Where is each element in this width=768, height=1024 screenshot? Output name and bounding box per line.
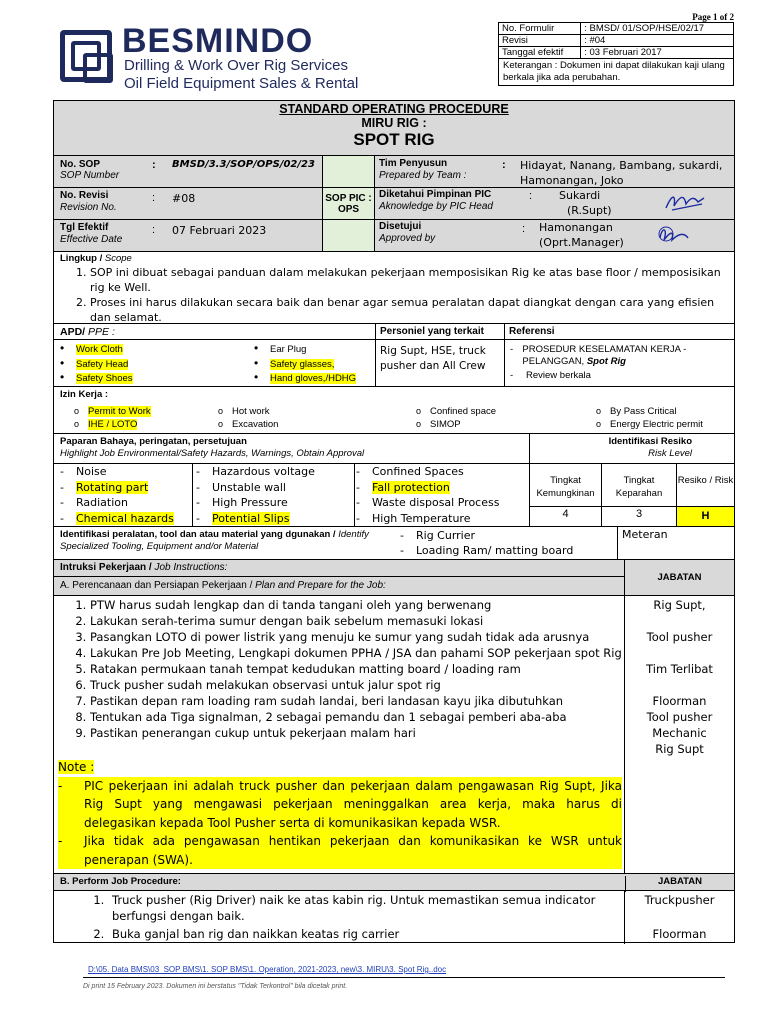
section-b-label: B. Perform Job Procedure: <box>60 876 181 887</box>
company-logo-icon <box>60 30 112 82</box>
hazard-item: High Temperature <box>372 511 471 525</box>
hazard-item: Radiation <box>76 496 128 509</box>
sop-pic: SOP PIC : OPS <box>323 156 374 251</box>
diketahui-label: Diketahui Pimpinan PIC <box>379 189 492 200</box>
hazard-item: Fall protection <box>372 480 450 494</box>
permit-col <box>74 405 151 431</box>
title-line-2: MIRU RIG : <box>361 116 427 130</box>
tgl-en: Effective Date <box>60 234 123 245</box>
step-item: 2. Buka ganjal ban rig dan naikkan keatas rig carrier <box>108 926 624 942</box>
section-a-roles <box>625 597 734 757</box>
revisi-label: No. Revisi <box>60 190 109 201</box>
disetujui-role: (Oprt.Manager) <box>539 236 624 249</box>
ppe-item: Ear Plug <box>270 344 307 355</box>
role: Rig Supt, <box>653 598 706 612</box>
risk-header: Resiko / Risk <box>677 475 734 486</box>
risk-likelihood: 4 <box>562 508 569 520</box>
footer-divider <box>83 977 725 978</box>
role: Truckpusher <box>644 893 715 907</box>
risk-label: Identifikasi Resiko <box>608 436 692 447</box>
ppe-col-1 <box>60 342 133 386</box>
colon: : <box>152 192 156 204</box>
ppe-item: Hand gloves,/HDHG <box>270 373 357 384</box>
permit-item: SIMOP <box>430 419 461 430</box>
step-item: 6. Truck pusher sudah melakukan observasi untuk jalur spot rig <box>90 677 624 693</box>
permit-col <box>596 405 703 431</box>
permit-block <box>54 387 734 434</box>
note-item: PIC pekerjaan ini adalah truck pusher dan pekerjaan dalam pengawasan Rig Supt, Jika Rig Supt yang mengawasi pekerjaan meninggalkan area kerja, maka harus di delegasikan kepada Tool Pusher serta di komunikasikan kepada WSR. <box>84 777 622 833</box>
diketahui-role: (R.Supt) <box>567 204 612 217</box>
jabatan-header: JABATAN <box>625 560 734 596</box>
section-a-header <box>54 577 624 596</box>
revisi-value: #08 <box>172 192 196 205</box>
brand-name: BESMINDO <box>122 22 314 60</box>
title-line-1: STANDARD OPERATING PROCEDURE <box>279 102 509 116</box>
referensi-item: Review berkala <box>526 370 591 381</box>
note-block: Note : - PIC pekerjaan ini adalah truck pusher dan pekerjaan dalam pengawasan Rig Supt, Jika Rig Supt yang mengawasi pekerjaan meninggalkan area kerja, maka harus di delegasikan kepada Tool Pusher serta di komunikasikan kepada WSR. - Jika tidak ada pengawasan hentikan pekerjaan dan komunikasikan ke WSR untuk penerapan (SWA). <box>58 758 622 869</box>
scope-item: 1. SOP ini dibuat sebagai panduan dalam melakukan pekerjaan memposisikan Rig ke atas base floor / memposisikan rig ke Well. <box>90 265 730 295</box>
disetujui-label: Disetujui <box>379 221 422 232</box>
ppe-label-en: PPE : <box>88 326 115 338</box>
print-note: Di print 15 February 2023. Dokumen ini berstatus "Tidak Terkontrol" bila dicetak print. <box>83 983 348 990</box>
tools-label <box>60 529 400 553</box>
section-b-roles <box>625 892 734 942</box>
role: Floorman <box>652 927 707 941</box>
tools-label-en: Identify Specialized Tooling, Equipment and/or Material <box>60 529 369 552</box>
revisi-en: Revision No. <box>60 202 117 213</box>
section-a-label-en: Plan and Prepare for the Job: <box>255 580 386 591</box>
note-label: Note : <box>58 760 95 774</box>
hazard-item: Hazardous voltage <box>212 465 315 478</box>
title-line-3: SPOT RIG <box>353 130 435 149</box>
sop-form <box>53 100 735 943</box>
section-a-label: A. Perencanaan dan Persiapan Pekerjaan / <box>60 580 256 591</box>
permit-col <box>218 405 278 431</box>
diketahui-name: Sukardi <box>559 189 601 202</box>
personil-text: Rig Supt, HSE, truck pusher dan All Crew <box>380 345 486 372</box>
tgl-label: Tgl Efektif <box>60 222 109 233</box>
hazard-label-en: Highlight Job Environmental/Safety Hazards, Warnings, Obtain Approval <box>60 448 365 459</box>
permit-item: By Pass Critical <box>610 406 677 417</box>
step-item: 5. Ratakan permukaan tanah tempat kedudukan matting board / loading ram <box>90 661 624 677</box>
form-value: : BMSD/ 01/SOP/HSE/02/17 <box>581 23 734 35</box>
tgl-value: 07 Februari 2023 <box>172 224 267 237</box>
hazard-item: Chemical hazards <box>76 511 174 525</box>
step-item: 3. Pasangkan LOTO di power listrik yang menuju ke sumur yang sudah tidak ada arusnya <box>90 629 624 645</box>
hazard-col-2 <box>196 464 346 526</box>
risk-header: Tingkat Kemungkinan <box>536 475 595 499</box>
hazard-col-3 <box>356 464 499 526</box>
hazard-item: Potential Slips <box>212 511 290 525</box>
disetujui-name: Hamonangan <box>539 221 613 234</box>
permit-item: Excavation <box>232 419 279 430</box>
tool-item: Rig Currier <box>416 529 476 542</box>
hazard-block <box>54 434 734 527</box>
step-item: 9. Pastikan penerangan cukup untuk pekerjaan malam hari <box>90 725 624 741</box>
permit-item: IHE / LOTO <box>88 419 138 430</box>
instr-label: Intruksi Pekerjaan / <box>60 562 155 573</box>
permit-label: Izin Kerja : <box>60 389 109 400</box>
hazard-label: Paparan Bahaya, peringatan, persetujuan <box>60 436 247 447</box>
hazard-col-1 <box>60 464 174 526</box>
ppe-label <box>60 326 115 338</box>
no-sop-en: SOP Number <box>60 170 120 181</box>
hazard-item: Noise <box>76 465 107 478</box>
role: Floorman <box>652 694 707 708</box>
scope-item: 2. Proses ini harus dilakukan secara baik dan benar agar semua peralatan dapat diangkat dengan cara yang efisien dan selamat. <box>90 295 730 325</box>
tool-item: Loading Ram/ matting board <box>416 544 574 557</box>
ppe-item: Work Cloth <box>76 344 123 355</box>
permit-item: Confined space <box>430 406 497 417</box>
jabatan-header-b: JABATAN <box>625 876 734 892</box>
team-value: Hidayat, Nanang, Bambang, sukardi, Hamonangan, Joko <box>520 159 723 187</box>
role: Tool pusher <box>646 630 713 644</box>
hazard-item: Unstable wall <box>212 480 286 494</box>
team-label: Tim Penyusun <box>379 158 448 169</box>
no-sop-value: BMSD/3.3/SOP/OPS/02/23 <box>172 159 315 170</box>
no-sop-label: No. SOP <box>60 159 101 170</box>
colon: : <box>152 224 156 236</box>
section-a-list <box>54 597 624 741</box>
referensi-item: PROSEDUR KESELAMATAN KERJA - PELANGGAN, <box>522 344 687 367</box>
permit-item: Permit to Work <box>88 406 151 417</box>
colon: : <box>152 159 156 171</box>
form-value: : #04 <box>581 35 734 47</box>
note-item: Jika tidak ada pengawasan hentikan pekerjaan dan komunikasikan ke WSR untuk penerapan (SWA). <box>84 832 622 869</box>
step-item: 7. Pastikan depan ram loading ram sudah landai, beri landasan kayu jika dibutuhkan <box>90 693 624 709</box>
ppe-block <box>54 324 734 387</box>
step-item: 8. Tentukan ada Tiga signalman, 2 sebagai pemandu dan 1 sebagai pemberi aba-aba <box>90 709 624 725</box>
step-item: 1. PTW harus sudah lengkap dan di tanda tangani oleh yang berwenang <box>90 597 624 613</box>
colon: : <box>522 223 526 235</box>
role: Rig Supt <box>655 742 704 756</box>
risk-label-en: Risk Level <box>648 448 692 459</box>
tagline-1: Drilling & Work Over Rig Services <box>124 57 348 74</box>
form-label: Revisi <box>499 35 581 47</box>
ppe-col-2 <box>254 342 356 386</box>
file-path-link[interactable]: D:\05. Data BMS\03_SOP BMS\1. SOP BMS\1. Operation, 2021-2023, new\3. MIRU\3. Spot Rig..doc <box>88 965 447 974</box>
role: Mechanic <box>652 726 707 740</box>
meta-block <box>54 156 734 252</box>
risk-severity: 3 <box>635 508 643 520</box>
scope-label: Lingkup / <box>60 253 105 264</box>
risk-level: H <box>677 507 734 526</box>
tools-label-text: Identifikasi peralatan, tool dan atau material yang dgunakan / <box>60 529 339 540</box>
step-item: 1. Truck pusher (Rig Driver) naik ke atas kabin rig. Untuk memastikan semua indicator berfungsi dengan baik. <box>108 892 624 924</box>
hazard-item: High Pressure <box>212 496 288 509</box>
signature-2-icon <box>654 222 694 248</box>
keterangan: Keterangan : Dokumen ini dapat dilakukan kaji ulang berkala jika ada perubahan. <box>498 59 734 86</box>
section-b-header <box>54 873 734 891</box>
personil-label: Personiel yang terkait <box>380 326 484 337</box>
scope-label-en: Scope <box>104 253 132 264</box>
referensi-list: - PROSEDUR KESELAMATAN KERJA - PELANGGAN, Spot Rig - Review berkala <box>510 344 732 381</box>
permit-item: Hot work <box>232 406 270 417</box>
diketahui-en: Aknowledge by PIC Head <box>379 201 493 212</box>
tools-block <box>54 527 734 560</box>
form-value: : 03 Februari 2017 <box>581 47 734 59</box>
hazard-item: Confined Spaces <box>372 465 464 478</box>
risk-header: Tingkat Keparahan <box>615 475 663 499</box>
tagline-2: Oil Field Equipment Sales & Rental <box>124 75 359 92</box>
signature-1-icon <box>662 190 707 216</box>
step-item: 2. Lakukan serah-terima sumur dengan baik sebelum memasuki lokasi <box>90 613 624 629</box>
disetujui-en: Approved by <box>379 233 436 244</box>
ppe-item: Safety Head <box>76 358 129 370</box>
referensi-item-bold: Spot Rig <box>586 356 626 367</box>
team-en: Prepared by Team : <box>379 170 467 181</box>
hazard-item: Waste disposal Process <box>372 496 500 509</box>
step-item: 4. Lakukan Pre Job Meeting, Lengkapi dokumen PPHA / JSA dan pahami SOP pekerjaan spot Rig <box>90 645 624 661</box>
role: Tim Terlibat <box>646 662 713 676</box>
scope-block <box>54 252 734 324</box>
permit-col <box>416 405 496 431</box>
instr-header <box>54 560 624 577</box>
role: Tool pusher <box>646 710 713 724</box>
tools-list <box>400 528 573 558</box>
hazard-item: Rotating part <box>76 480 149 494</box>
form-label: Tanggal efektif <box>499 47 581 59</box>
referensi-label: Referensi <box>509 326 555 337</box>
title-block <box>54 101 734 156</box>
permit-item: Energy Electric permit <box>610 419 703 430</box>
colon: : <box>502 159 506 171</box>
ppe-item: Safety Shoes <box>76 373 133 384</box>
colon: : <box>529 190 533 202</box>
tools-right: Meteran <box>622 528 668 541</box>
ppe-item: Safety glasses, <box>270 358 335 370</box>
section-b-list <box>54 892 624 942</box>
instr-label-en: Job Instructions: <box>154 562 228 573</box>
ppe-label-text: APD/ <box>60 326 89 338</box>
page-number: Page 1 of 2 <box>692 12 734 22</box>
form-label: No. Formulir <box>499 23 581 35</box>
form-info <box>498 22 734 86</box>
